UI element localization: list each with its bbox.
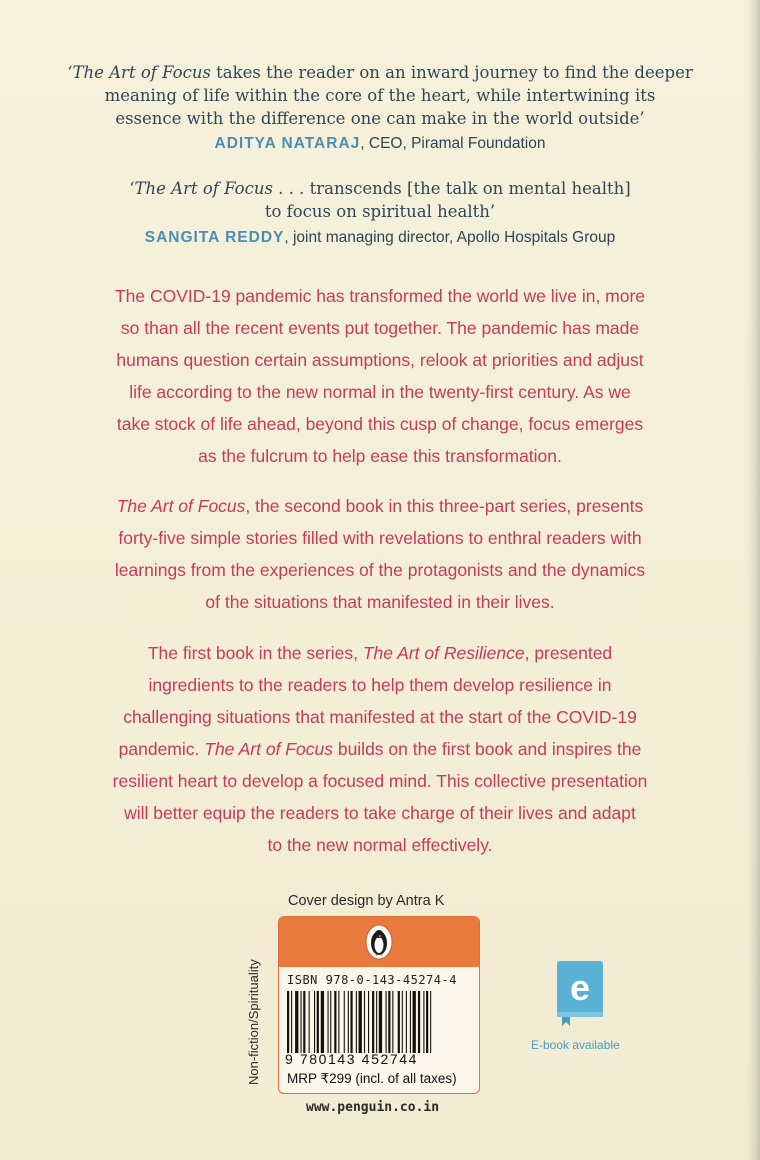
barcode-bar — [330, 991, 331, 1053]
barcode-bar — [321, 991, 324, 1053]
blurb-paragraph-3 — [40, 637, 720, 861]
ebook-available-label: E-book available — [531, 1038, 620, 1052]
barcode-bar — [291, 991, 292, 1053]
barcode-panel — [278, 916, 480, 1094]
barcode-bar — [413, 991, 416, 1053]
ebook-icon — [556, 960, 604, 1028]
cover-edge-shadow — [746, 0, 760, 1160]
blurb-p1-line: take stock of life ahead, beyond this cusp of change, focus emerges — [116, 414, 644, 434]
quote-2-author-role: , joint managing director, Apollo Hospitals Group — [284, 229, 616, 246]
barcode-bar — [423, 991, 424, 1053]
quote-1 — [0, 61, 760, 130]
blurb-p3-line: to the new normal effectively. — [267, 835, 493, 855]
blurb-p1-line: as the fulcrum to help ease this transformation. — [198, 446, 562, 466]
barcode-bar — [301, 991, 302, 1053]
blurb-p2-line: of the situations that manifested in their lives. — [205, 592, 555, 612]
barcode-bar — [338, 991, 339, 1053]
ebook-letter: e — [569, 967, 591, 1008]
publisher-website: www.penguin.co.in — [306, 1100, 440, 1115]
barcode-bar — [379, 991, 382, 1053]
barcode-bar — [303, 991, 305, 1053]
barcode-bar — [348, 991, 349, 1053]
barcode-bar — [392, 991, 393, 1053]
quote-1-author-role: , CEO, Piramal Foundation — [360, 135, 546, 152]
barcode-bar — [376, 991, 377, 1053]
quote-1-attribution — [0, 135, 760, 153]
quote-1-line-2: meaning of life within the core of the heart, while intertwining its — [104, 86, 656, 105]
barcode-bar — [287, 991, 289, 1053]
barcode-bar — [430, 991, 431, 1053]
genre-label: Non-fiction/Spirituality — [246, 959, 261, 1085]
quote-1-line-3: essence with the difference one can make in the world outside’ — [115, 109, 645, 128]
barcode-bar — [359, 991, 362, 1053]
blurb-p3-line: pandemic. The Art of Focus builds on the first book and inspires the — [118, 739, 642, 759]
barcode-bar — [295, 991, 298, 1053]
blurb-p1-line: The COVID-19 pandemic has transformed the world we live in, more — [114, 286, 646, 306]
barcode-bar — [426, 991, 428, 1053]
blurb-p3-line: The first book in the series, The Art of Resilience, presented — [147, 643, 613, 663]
barcode-bar — [356, 991, 357, 1053]
blurb-paragraph-1 — [40, 280, 720, 472]
blurb-p3-line: resilient heart to develop a focused mind. This collective presentation — [112, 771, 648, 791]
quote-2-author: SANGITA REDDY — [144, 229, 285, 246]
barcode-bar — [317, 991, 319, 1053]
cover-design-credit: Cover design by Antra K — [288, 893, 445, 909]
quote-1-line-1: ‘The Art of Focus takes the reader on an inward journey to find the deeper — [67, 63, 693, 82]
barcode-bar — [386, 991, 387, 1053]
blurb-p3-line: challenging situations that manifested at the start of the COVID-19 — [123, 707, 637, 727]
barcode-bar — [368, 991, 369, 1053]
barcode-bar — [406, 991, 407, 1053]
barcode-bar — [334, 991, 336, 1053]
blurb-p2-line: forty-five simple stories filled with revelations to enthral readers with — [118, 528, 642, 548]
barcode-bar — [364, 991, 365, 1053]
quote-2-attribution — [0, 229, 760, 247]
quote-1-author: ADITYA NATARAJ — [214, 135, 361, 152]
barcode-bar — [398, 991, 400, 1053]
barcode-bar — [309, 991, 310, 1053]
barcode-bar — [418, 991, 420, 1053]
barcode-bar — [350, 991, 352, 1053]
barcode-bar — [372, 991, 374, 1053]
barcode — [287, 991, 471, 1053]
blurb-p3-line: ingredients to the readers to help them develop resilience in — [148, 675, 612, 695]
barcode-bar — [328, 991, 329, 1053]
blurb-p1-line: humans question certain assumptions, relook at priorities and adjust — [116, 350, 644, 370]
blurb-p3-line: will better equip the readers to take charge of their lives and adapt — [124, 803, 636, 823]
barcode-bar — [410, 991, 411, 1053]
price-label: MRP ₹299 (incl. of all taxes) — [287, 1071, 457, 1086]
blurb-p1-line: so than all the recent events put together. The pandemic has made — [120, 318, 640, 338]
barcode-bar — [402, 991, 403, 1053]
barcode-bar — [344, 991, 345, 1053]
blurb-p2-line: learnings from the experiences of the protagonists and the dynamics — [114, 560, 646, 580]
barcode-bar — [388, 991, 390, 1053]
blurb-p2-line: The Art of Focus, the second book in this three-part series, presents — [116, 496, 644, 516]
quote-2-line-1: ‘The Art of Focus . . . transcends [the talk on mental health] — [129, 179, 631, 198]
blurb-paragraph-2 — [40, 490, 720, 618]
penguin-logo-icon — [365, 924, 393, 960]
barcode-bar — [314, 991, 315, 1053]
blurb-p1-line: life according to the new normal in the twenty-first century. As we — [129, 382, 631, 402]
quote-2-line-2: to focus on spiritual health’ — [264, 202, 496, 221]
barcode-digits: 9 780143 452744 — [285, 1051, 418, 1067]
isbn-text: ISBN 978-0-143-45274-4 — [287, 973, 457, 987]
quote-2 — [0, 177, 760, 223]
